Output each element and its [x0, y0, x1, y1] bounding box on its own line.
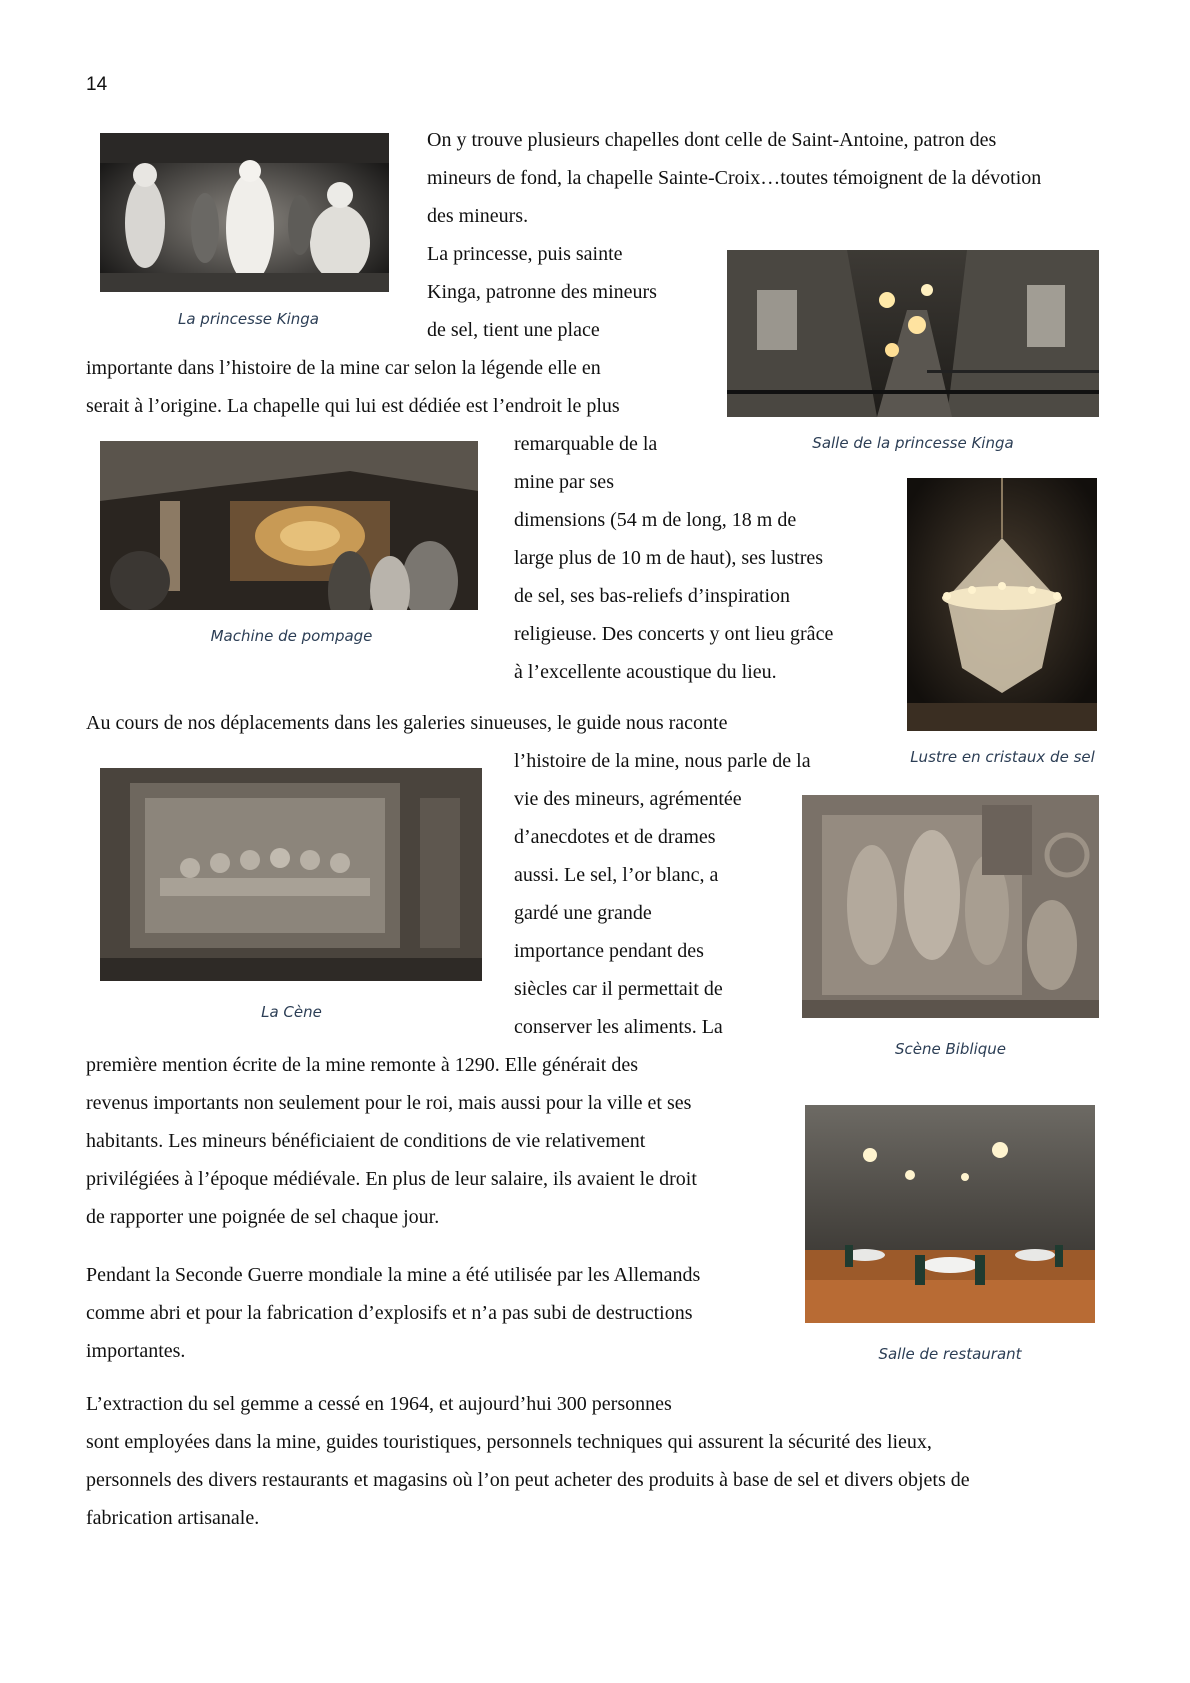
caption-salle-restaurant: Salle de restaurant	[878, 1345, 1022, 1363]
paragraph-guerre-line-2: comme abri et pour la fabrication d’explosifs et n’a pas subi de destructions	[86, 1302, 693, 1324]
paragraph-kinga-line-9: large plus de 10 m de haut), ses lustres	[514, 547, 824, 569]
caption-salle-kinga: Salle de la princesse Kinga	[812, 434, 1014, 452]
paragraph-galeries-line-2: l’histoire de la mine, nous parle de la	[514, 750, 811, 772]
caption-machine-pompage: Machine de pompage	[210, 627, 373, 645]
paragraph-galeries-line-12: habitants. Les mineurs bénéficiaient de conditions de vie relativement	[86, 1130, 646, 1152]
photo-machine-pompage	[100, 441, 478, 610]
paragraph-chapelles-line-1: On y trouve plusieurs chapelles dont celle de Saint-Antoine, patron des	[427, 129, 997, 151]
paragraph-galeries-line-7: importance pendant des	[514, 940, 704, 962]
paragraph-galeries-line-3: vie des mineurs, agrémentée	[514, 788, 742, 810]
paragraph-extraction-line-4: fabrication artisanale.	[86, 1507, 260, 1529]
paragraph-galeries-line-6: gardé une grande	[514, 902, 652, 924]
paragraph-kinga-line-7: mine par ses	[514, 471, 614, 493]
paragraph-kinga-line-1: La princesse, puis sainte	[427, 243, 623, 265]
photo-lustre	[907, 478, 1097, 731]
paragraph-kinga-line-5: serait à l’origine. La chapelle qui lui est dédiée est l’endroit le plus	[86, 395, 620, 417]
page-number: 14	[86, 74, 108, 95]
paragraph-galeries-line-14: de rapporter une poignée de sel chaque jour.	[86, 1206, 440, 1228]
paragraph-kinga-line-3: de sel, tient une place	[427, 319, 600, 341]
paragraph-galeries-line-10: première mention écrite de la mine remonte à 1290. Elle générait des	[86, 1054, 638, 1076]
paragraph-galeries-line-1: Au cours de nos déplacements dans les galeries sinueuses, le guide nous raconte	[86, 712, 728, 734]
paragraph-kinga-line-11: religieuse. Des concerts y ont lieu grâce	[514, 623, 834, 645]
paragraph-kinga-line-12: à l’excellente acoustique du lieu.	[514, 661, 777, 683]
photo-salle-restaurant	[805, 1105, 1095, 1323]
paragraph-guerre-line-3: importantes.	[86, 1340, 186, 1362]
paragraph-kinga-line-6: remarquable de la	[514, 433, 658, 455]
paragraph-galeries-line-5: aussi. Le sel, l’or blanc, a	[514, 864, 719, 886]
caption-lustre: Lustre en cristaux de sel	[910, 748, 1095, 766]
paragraph-guerre-line-1: Pendant la Seconde Guerre mondiale la mine a été utilisée par les Allemands	[86, 1264, 701, 1286]
paragraph-extraction-line-1: L’extraction du sel gemme a cessé en 1964, et aujourd’hui 300 personnes	[86, 1393, 672, 1415]
caption-la-cene: La Cène	[261, 1003, 322, 1021]
caption-scene-biblique: Scène Biblique	[894, 1040, 1007, 1058]
paragraph-galeries-line-11: revenus importants non seulement pour le roi, mais aussi pour la ville et ses	[86, 1092, 692, 1114]
photo-la-cene	[100, 768, 482, 981]
caption-princess-kinga: La princesse Kinga	[177, 310, 319, 328]
paragraph-chapelles-line-2: mineurs de fond, la chapelle Sainte-Croix…toutes témoignent de la dévotion	[427, 167, 1042, 189]
paragraph-galeries-line-8: siècles car il permettait de	[514, 978, 723, 1000]
paragraph-extraction-line-2: sont employées dans la mine, guides touristiques, personnels techniques qui assurent la sécurité des lieux,	[86, 1431, 932, 1453]
paragraph-extraction-line-3: personnels des divers restaurants et magasins où l’on peut acheter des produits à base de sel et divers objets de	[86, 1469, 970, 1491]
paragraph-chapelles-line-3: des mineurs.	[427, 205, 529, 227]
paragraph-kinga-line-2: Kinga, patronne des mineurs	[427, 281, 657, 303]
paragraph-galeries-line-9: conserver les aliments. La	[514, 1016, 723, 1038]
photo-princess-kinga	[100, 133, 389, 292]
photo-scene-biblique	[802, 795, 1099, 1018]
photo-salle-kinga	[727, 250, 1099, 417]
paragraph-galeries-line-4: d’anecdotes et de drames	[514, 826, 716, 848]
paragraph-kinga-line-10: de sel, ses bas-reliefs d’inspiration	[514, 585, 791, 607]
paragraph-galeries-line-13: privilégiées à l’époque médiévale. En plus de leur salaire, ils avaient le droit	[86, 1168, 697, 1190]
paragraph-kinga-line-4: importante dans l’histoire de la mine car selon la légende elle en	[86, 357, 601, 379]
paragraph-kinga-line-8: dimensions (54 m de long, 18 m de	[514, 509, 797, 531]
